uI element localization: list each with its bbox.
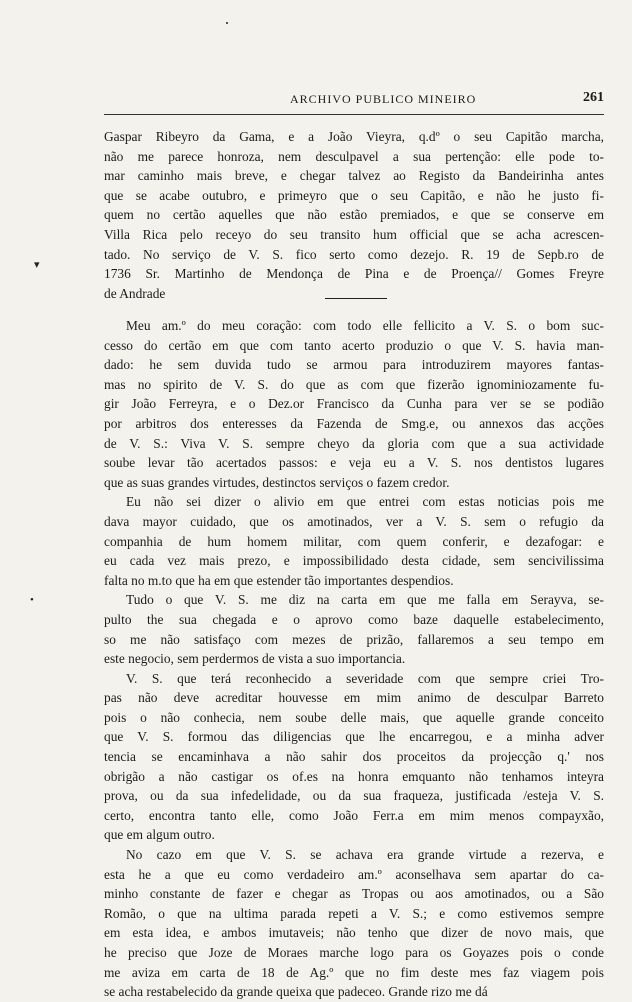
letter1-line: Villa Rica pelo receyo do seu transito hum official que se acha acrescen- [104,226,604,242]
letter2-line: certo, encontra tanto elle, como João Ferr.a em mim menos compayxão, [104,807,604,823]
letter2-line: Eu não sei dizer o alivio em que entrei com estas noticias pois me [126,494,604,510]
letter2-line: falta no m.to que ha em que estender tão importantes despendios. [104,572,454,588]
letter2-line: este negocio, sem perdermos de vista a suo importancia. [104,651,406,667]
letter2-line: prova, ou da sua infedelidade, ou da sua fraqueza, justificada /esteja V. S. [104,788,604,804]
letter2-line: se acha restabelecido da grande queixa que padeceo. Grande rizo me dá [104,984,488,1000]
section-divider [325,298,387,299]
letter2-line: he preciso que Joze de Moraes marche logo para os Goyazes pois o conde [104,945,604,960]
letter2-line: pas não deve acreditar houvesse em mim animo de desculpar Barreto [104,690,604,706]
letter2-line: Meu am.º do meu coração: com todo elle fellicito a V. S. o bom suc- [126,318,604,333]
letter2-line: de V. S.: Viva V. S. sempre cheyo da gloria com que a sua actividade [104,435,604,451]
letter2-line: tencia se encaminhava a não sahir dos proceitos da projecção q.' nos [104,749,604,765]
header-rule [104,114,604,115]
letter1-line: quem no certão aquelles que não estão premiados, e que se conserve em [104,207,604,223]
header-title: ARCHIVO PUBLICO MINEIRO [290,92,477,106]
letter2-line: cesso do certão em que com tanto acerto produzio o que V. S. havia man- [104,337,604,353]
letter2-line: so me não satisfaço com mezes de prizão, fallaremos a seu tempo em [104,631,604,647]
letter1-line: mar caminho mais breve, e chegar talvez ao Registo da Bandeirinha antes [104,168,604,184]
letter2-line: pois o não conhecia, nem soube delle mais, que aquelle grande conceito [104,709,604,725]
letter2-line: No cazo em que V. S. se achava era grande virtude a rezerva, e [126,847,604,863]
letter2-line: companhia de hum homem militar, com quem conferir, e dezafogar: e [104,533,604,549]
letter2-line: que V. S. formou das diligencias que lhe encarregou, e a minha adver [104,729,604,745]
letter2-line: me aviza em carta de 18 de Ag.º que no fim deste mes faz viagem pois [104,964,604,980]
letter2-line: mas no spirito de V. S. do que as com que fizerão ignominiozamente fu- [104,376,604,392]
letter2-line: Romão, o que na ultima parada repeti a V. S.; e como estivemos sempre [104,905,604,921]
letter1-line: Gaspar Ribeyro da Gama, e a João Vieyra, q.dº o seu Capitão marcha, [104,129,604,144]
letter2-line: que em algum outro. [104,827,215,843]
letter2-line: eu cada vez mais prezo, e impossibilidado desta cidade, sem sencivilissima [104,553,604,569]
letter2-line: soube levar tão acertados passos: e veja eu a V. S. nos dentistos lugares [104,455,604,471]
running-header [104,92,604,110]
letter2-line: minho constante de fazer e chegar as Tropas ou aos amotinados, ou a São [104,886,604,902]
letter2-line: obrigão a não castigar os of.es na honra emquanto não tenhamos inteyra [104,768,604,784]
letter2-line: V. S. que terá reconhecido a severidade com que sempre criei Tro- [126,670,604,686]
letter2-line: que as suas grandes virtudes, destinctos serviços o fazem credor. [104,474,450,490]
letter1-line: tado. No serviço de V. S. fico serto como dezejo. R. 19 de Sepb.ro de [104,246,604,262]
letter1-line: 1736 Sr. Martinho de Mendonça de Pina e de Proença// Gomes Freyre [104,266,604,282]
letter1-line: que se acabe outubro, e primeyro que o seu Capitão, e não he justo fi- [104,187,604,203]
letter2-line: por arbitros dos enteresses da Fazenda de Smg.e, ou annexos das acções [104,415,604,431]
letter2-line: dado: he sem duvida tudo se armou para introduzirem mayores fantas- [104,357,604,373]
letter2-line: em esta idea, e ambos imutaveis; não tenho que dizer de novo mais, que [104,925,604,941]
margin-mark-arrow: ▾ [34,259,40,271]
scan-speck [226,22,228,24]
letter-1 [104,127,604,303]
letter1-line: de Andrade [104,285,166,301]
letter2-line: pulto the sua chegada e o aprovo como baze daquelle estabelecimento, [104,611,604,627]
margin-mark-dot: • [30,594,34,606]
letter2-line: esta he a que eu como verdadeiro am.º aconselhava sem apartar do ca- [104,866,604,882]
letter1-line: não me parece honroza, nem desculpavel a sua pertenção: elle pode to- [104,148,604,164]
letter-2 [104,316,604,1002]
letter2-line: gir João Ferreyra, e o Dez.or Francisco da Cunha para ver se se podião [104,396,604,412]
letter2-line: dava mayor cuidado, que os amotinados, ver a V. S. sem o refugio da [104,513,604,529]
letter2-line: Tudo o que V. S. me diz na carta em que me falla em Serayva, se- [126,592,604,608]
page-number: 261 [583,90,604,105]
